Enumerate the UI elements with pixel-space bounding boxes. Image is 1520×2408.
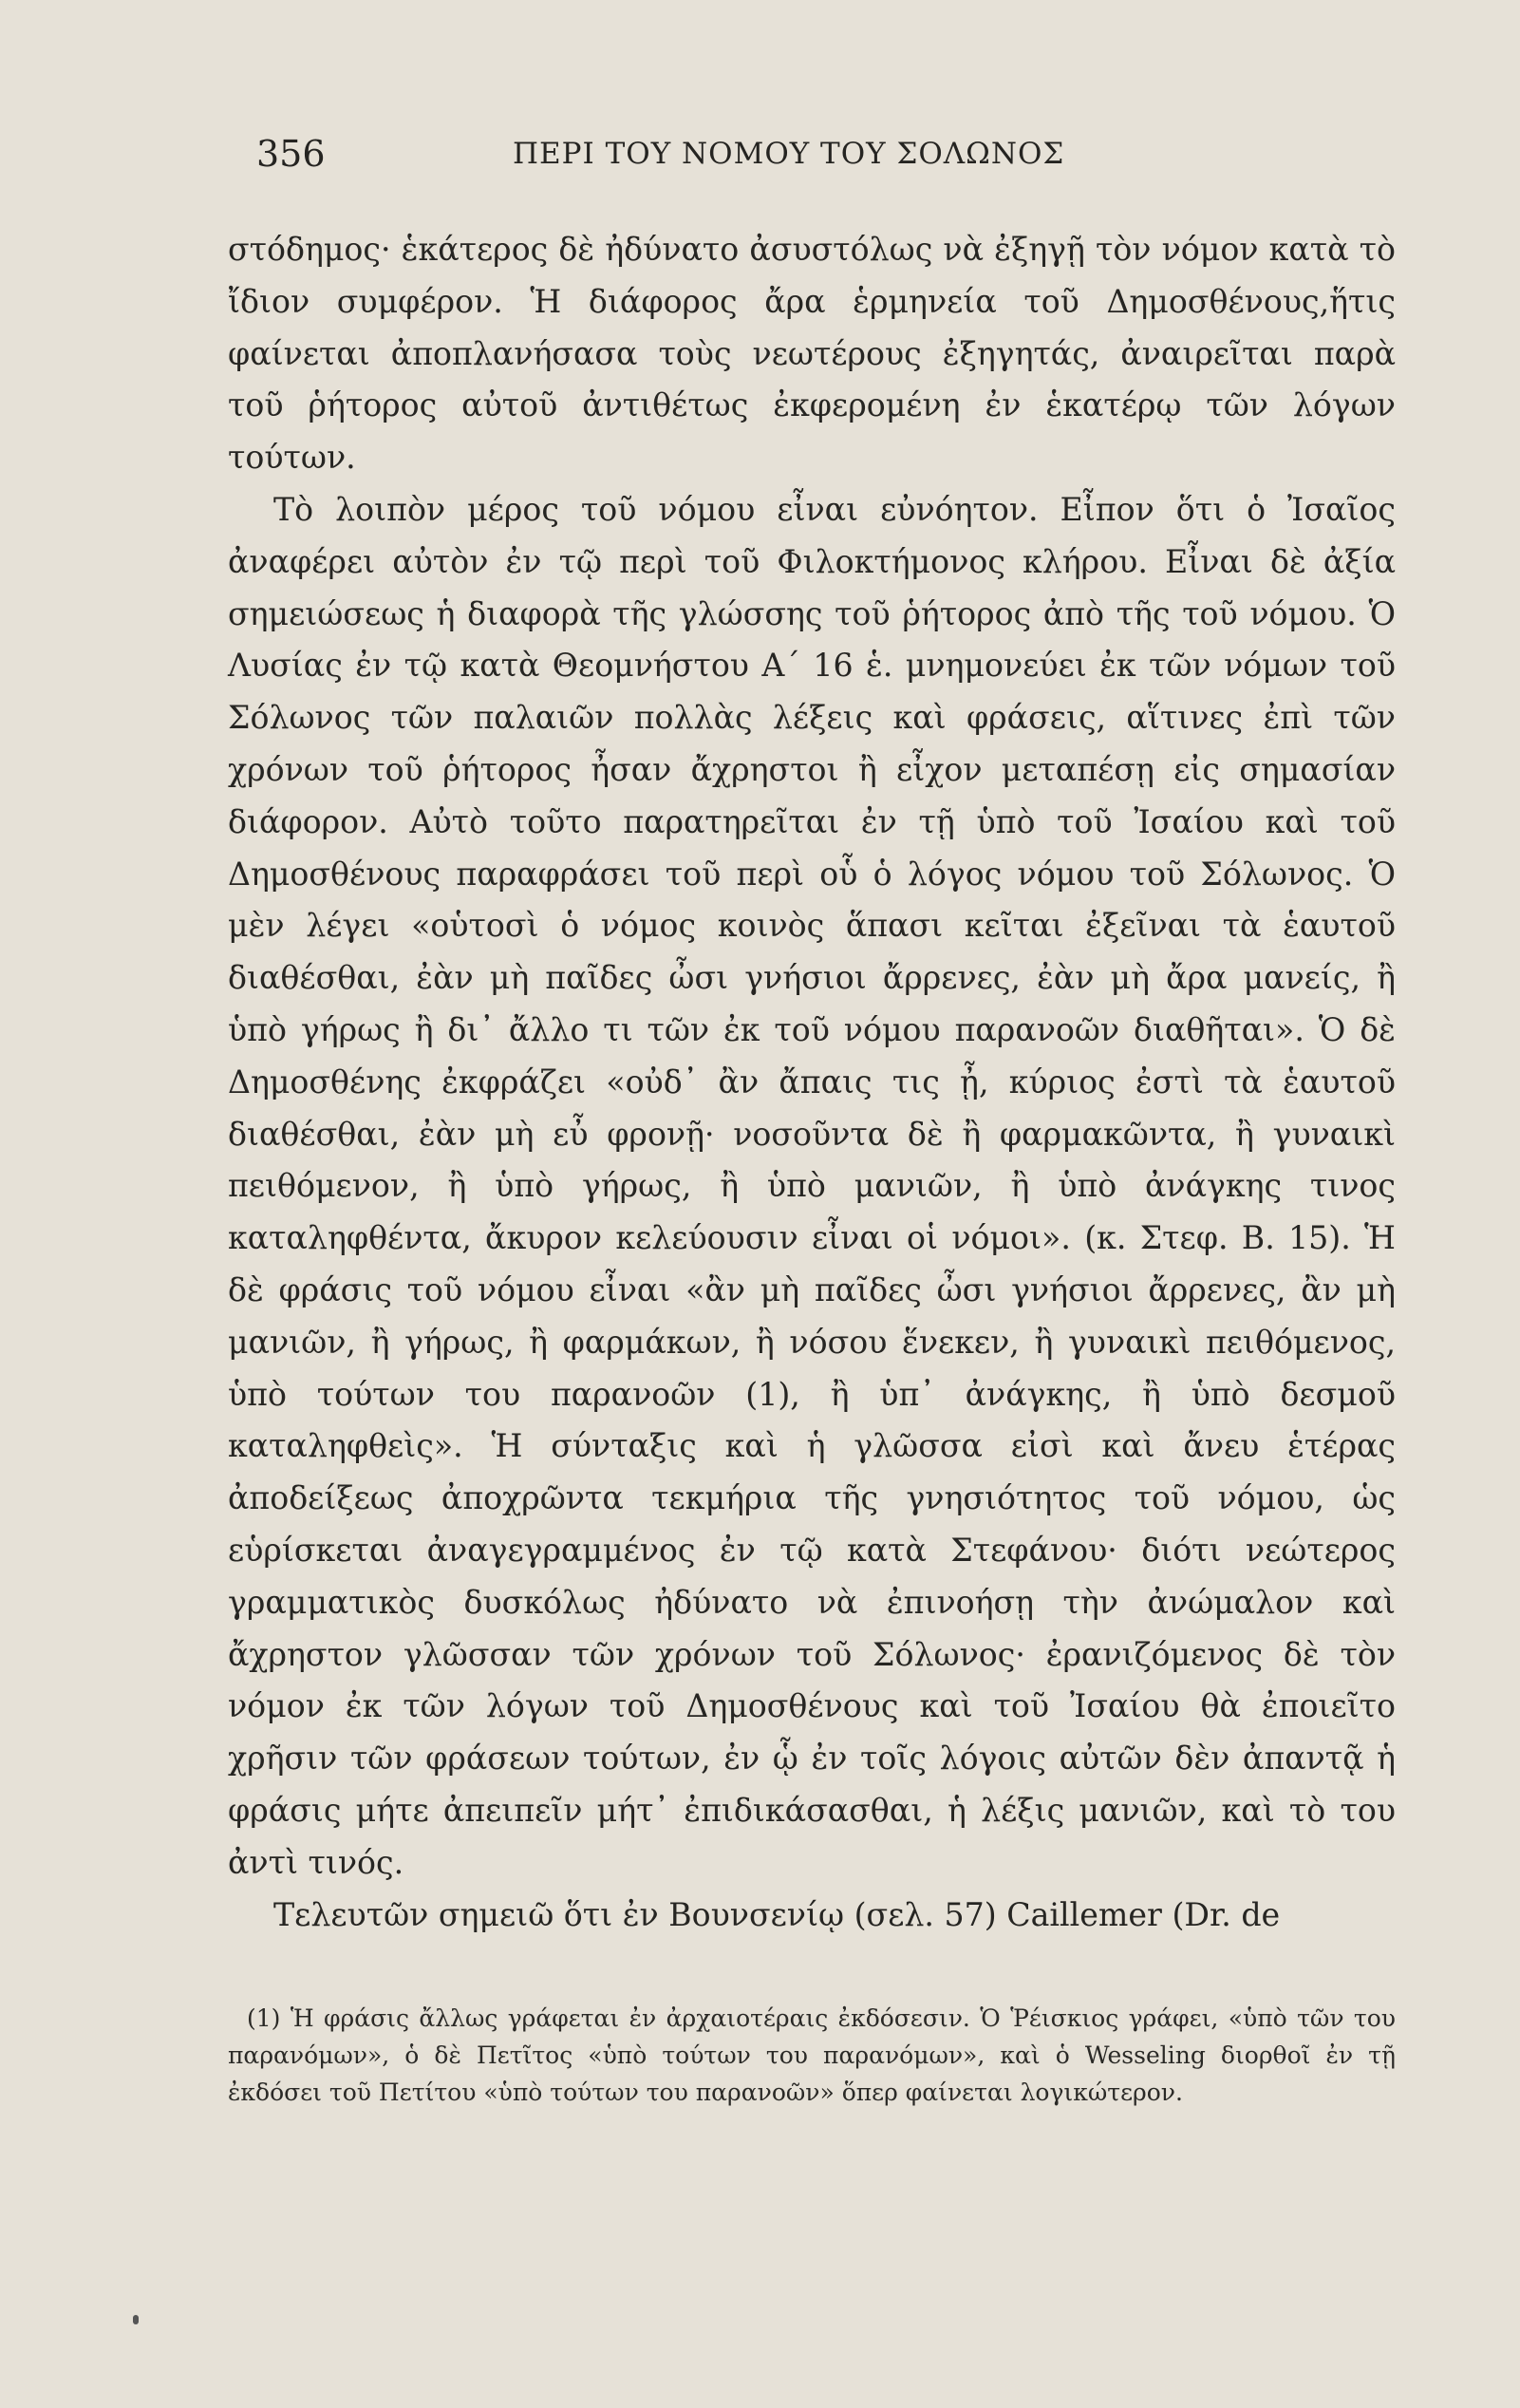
body-text (228, 224, 1396, 1941)
footnotes (228, 2000, 1396, 2111)
paragraph-1: στόδημος· ἑκάτερος δὲ ἠδύνατο ἀσυστόλως νὰ ἐξηγῇ τὸν νόμον κατὰ τὸ ἴδιον συμφέρον. Ἡ διάφορος ἄρα ἑρμηνεία τοῦ Δημοσθένους,ἥτις φαίνεται ἀποπλανήσασα τοὺς νεωτέρους ἐξηγητάς, ἀναιρεῖται παρὰ τοῦ ῥήτορος αὐτοῦ ἀντιθέτως ἐκφερομένη ἐν ἑκατέρῳ τῶν λόγων τούτων. (228, 231, 1396, 477)
footnote-1: (1) Ἡ φράσις ἄλλως γράφεται ἐν ἀρχαιοτέραις ἐκδόσεσιν. Ὁ Ῥέισκιος γράφει, «ὑπὸ τῶν του παρανόμων», ὁ δὲ Πετῖτος «ὑπὸ τούτων του παρανόμων», καὶ ὁ Wesseling διορθοῖ ἐν τῇ ἐκδόσει τοῦ Πετίτου «ὑπὸ τούτων του παρανοῶν» ὅπερ φαίνεται λογικώτερον. (228, 2004, 1396, 2107)
paragraph-2: Τὸ λοιπὸν μέρος τοῦ νόμου εἶναι εὐνόητον. Εἶπον ὅτι ὁ Ἰσαῖος ἀναφέρει αὐτὸν ἐν τῷ περὶ τοῦ Φιλοκτήμονος κλήρου. Εἶναι δὲ ἀξία σημειώσεως ἡ διαφορὰ τῆς γλώσσης τοῦ ῥήτορος ἀπὸ τῆς τοῦ νόμου. Ὁ Λυσίας ἐν τῷ κατὰ Θεομνήστου Α΄ 16 ἑ. μνημονεύει ἐκ τῶν νόμων τοῦ Σόλωνος τῶν παλαιῶν πολλὰς λέξεις καὶ φράσεις, αἵτινες ἐπὶ τῶν χρόνων τοῦ ῥήτορος ἦσαν ἄχρηστοι ἢ εἶχον μεταπέσῃ εἰς σημασίαν διάφορον. Αὐτὸ τοῦτο παρατηρεῖται ἐν τῇ ὑπὸ τοῦ Ἰσαίου καὶ τοῦ Δημοσθένους παραφράσει τοῦ περὶ οὗ ὁ λόγος νόμου τοῦ Σόλωνος. Ὁ μὲν λέγει «οὑτοσὶ ὁ νόμος κοινὸς ἅπασι κεῖται ἐξεῖναι τὰ ἑαυτοῦ διαθέσθαι, ἐὰν μὴ παῖδες ὦσι γνήσιοι ἄρρενες, ἐὰν μὴ ἄρα μανείς, ἢ ὑπὸ γήρως ἢ δι᾽ ἄλλο τι τῶν ἐκ τοῦ νόμου παρανοῶν διαθῆται». Ὁ δὲ Δημοσθένης ἐκφράζει «οὐδ᾽ ἂν ἄπαις τις ᾖ, κύριος ἐστὶ τὰ ἑαυτοῦ διαθέσθαι, ἐὰν μὴ εὖ φρονῇ· νοσοῦντα δὲ ἢ φαρμακῶντα, ἢ γυναικὶ πειθόμενον, ἢ ὑπὸ γήρως, ἢ ὑπὸ μανιῶν, ἢ ὑπὸ ἀνάγκης τινος καταληφθέντα, ἄκυρον κελεύουσιν εἶναι οἱ νόμοι». (κ. Στεφ. Β. 15). Ἡ δὲ φράσις τοῦ νόμου εἶναι «ἂν μὴ παῖδες ὦσι γνήσιοι ἄρρενες, ἂν μὴ μανιῶν, ἢ γήρως, ἢ φαρμάκων, ἢ νόσου ἕνεκεν, ἢ γυναικὶ πειθόμενος, ὑπὸ τούτων του παρανοῶν (1), ἢ ὑπ᾽ ἀνάγκης, ἢ ὑπὸ δεσμοῦ καταληφθεὶς». Ἡ σύνταξις καὶ ἡ γλῶσσα εἰσὶ καὶ ἄνευ ἑτέρας ἀποδείξεως ἀποχρῶντα τεκμήρια τῆς γνησιότητος τοῦ νόμου, ὡς εὑρίσκεται ἀναγεγραμμένος ἐν τῷ κατὰ Στεφάνου· διότι νεώτερος γραμματικὸς δυσκόλως ἠδύνατο νὰ ἐπινοήσῃ τὴν ἀνώμαλον καὶ ἄχρηστον γλῶσσαν τῶν χρόνων τοῦ Σόλωνος· ἐρανιζόμενος δὲ τὸν νόμον ἐκ τῶν λόγων τοῦ Δημοσθένους καὶ τοῦ Ἰσαίου θὰ ἐποιεῖτο χρῆσιν τῶν φράσεων τούτων, ἐν ᾧ ἐν τοῖς λόγοις αὐτῶν δὲν ἀπαντᾷ ἡ φράσις μήτε ἀπειπεῖν μήτ᾽ ἐπιδικάσασθαι, ἡ λέξις μανιῶν, καὶ τὸ του ἀντὶ τινός. (228, 490, 1396, 1881)
page-number: 356 (256, 133, 326, 175)
running-title: ΠΕΡΙ ΤΟΥ ΝΟΜΟΥ ΤΟΥ ΣΟΛΩΝΟΣ (513, 137, 1065, 171)
page-header (228, 133, 1396, 190)
paragraph-3: Τελευτῶν σημειῶ ὅτι ἐν Βουνσενίῳ (σελ. 57) Caillemer (Dr. de (273, 1895, 1281, 1933)
ink-speck (133, 2315, 139, 2324)
page-content (228, 133, 1396, 2298)
